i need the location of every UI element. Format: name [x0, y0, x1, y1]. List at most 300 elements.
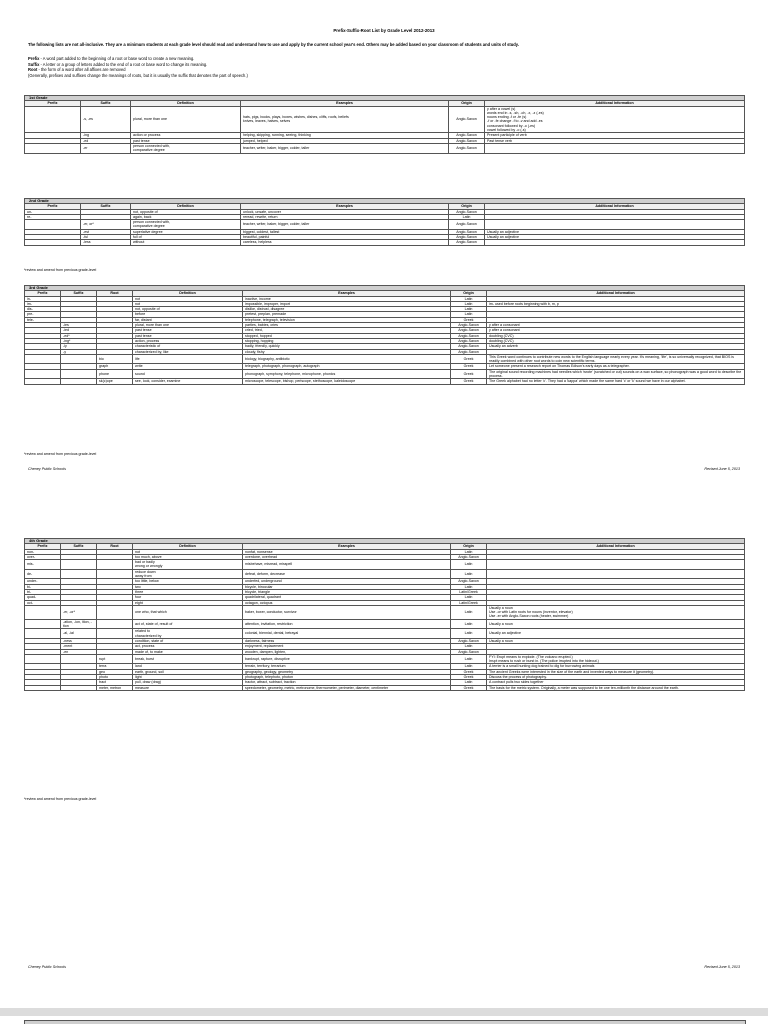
intro-note: (Generally, prefixes and suffixes change the meanings of roots, but it is usually the suffix that denotes the part of speech.) [28, 72, 248, 78]
cell-examples: reread, rewrite, return [241, 214, 449, 219]
cell-definition: earth, ground, soil [133, 669, 243, 674]
grade-3-table [24, 285, 745, 385]
cell-definition: act of, state of, result of [133, 619, 243, 629]
cell-definition: not, opposite of [131, 209, 241, 214]
column-header-suffix: Suffix [61, 291, 97, 296]
cell-info [487, 569, 745, 579]
cell-prefix: mis- [25, 560, 61, 570]
definition-suffix: Suffix - A letter or a group of letters added to the end of a root or base word to change its meaning. [28, 61, 208, 67]
cell-info: The original sound recording machines had needles which 'wrote' (scratched or cut) sounds on a wax surface, so phonograph was a good word to describe the process. [487, 369, 745, 379]
cell-suffix: -ly [61, 344, 97, 349]
cell-suffix: -er [81, 143, 131, 153]
cell-origin: Anglo-Saxon [449, 143, 485, 153]
cell-info: doubling (CVC) [487, 333, 745, 338]
cell-examples: biggest, coldest, tallest [241, 229, 449, 234]
cell-examples: octagon, octopus [243, 600, 451, 605]
cell-definition: plural, more than one [131, 106, 241, 133]
cell-definition: reduce down away from [133, 569, 243, 579]
grade-3-footnote: *review and amend from previous grade-level [24, 452, 97, 456]
cell-origin: Anglo-Saxon [451, 328, 487, 333]
cell-examples: speedometer, geometry, metric, metronome, thermometer, perimeter, diameter, centimeter [243, 685, 451, 690]
cell-examples: photograph, telephoto, photon [243, 675, 451, 680]
definition-prefix: Prefix - A word part added to the beginning of a root or base word to create a new meaning. [28, 56, 195, 61]
cell-origin: Latin [451, 312, 487, 317]
column-header-root: Root [97, 544, 133, 549]
cell-definition: break, burst [133, 654, 243, 664]
cell-examples: quadrilateral, quadrant [243, 595, 451, 600]
cell-info: Usually an adjective [485, 229, 745, 234]
cell-definition: write [133, 364, 243, 369]
document-page-2 [0, 1016, 768, 1024]
column-header-definition: Definition [131, 101, 241, 106]
intro-definitions [28, 56, 740, 78]
cell-prefix: over- [25, 554, 61, 559]
footer-revised: Revised June 5, 2013 [704, 467, 740, 471]
cell-definition: not [133, 549, 243, 554]
cell-suffix: -ation, -ion, ition, -tion [61, 619, 97, 629]
cell-examples: unlock, unsafe, uncover [241, 209, 449, 214]
cell-definition: plural, more than one [133, 323, 243, 328]
cell-examples: teacher, writer, baker, bigger, colder, taller [241, 220, 449, 230]
cell-info [485, 240, 745, 245]
footer-revised-2: Revised June 5, 2013 [704, 965, 740, 969]
cell-examples: colonial, biennial, dental, betrayal [243, 629, 451, 639]
cell-root: terra [97, 664, 133, 669]
footer-school: Cheney Public Schools [28, 467, 66, 471]
table-row [25, 106, 745, 133]
cell-prefix [25, 629, 61, 639]
column-header-info: Additional Information [485, 204, 745, 209]
cell-info: Usually an adjective [487, 629, 745, 639]
grade-1-table [24, 95, 745, 154]
cell-examples: attention, invitation, restriction [243, 619, 451, 629]
column-header-definition: Definition [133, 291, 243, 296]
cell-origin: Latin [451, 619, 487, 629]
cell-examples: telegraph, photograph, phonograph, autograph [243, 364, 451, 369]
cell-root: sk(c)ope [97, 379, 133, 384]
cell-root: bio [97, 354, 133, 364]
cell-origin: Anglo-Saxon [451, 554, 487, 559]
cell-prefix [25, 143, 81, 153]
table-row [25, 685, 745, 690]
cell-info: Usually a noun [487, 619, 745, 629]
cell-definition: again, back [131, 214, 241, 219]
cell-examples: terrain, territory, terrarium [243, 664, 451, 669]
cell-prefix [25, 685, 61, 690]
column-header-root: Root [97, 291, 133, 296]
cell-definition: three [133, 589, 243, 594]
cell-origin: Anglo-Saxon [451, 638, 487, 643]
column-header-prefix: Prefix [25, 544, 61, 549]
cell-definition: light [133, 675, 243, 680]
cell-suffix: -ied [61, 328, 97, 333]
cell-root: photo [97, 675, 133, 680]
cell-origin: Greek [451, 364, 487, 369]
cell-origin: Greek [451, 675, 487, 680]
cell-info: y after a consonant [487, 323, 745, 328]
cell-info: This Greek word continues to contribute new words to the English language nearly every year. It's meaning, 'life', is so universally recognized, that BIOS is readily combined with other root words to coin new scientific terms. [487, 354, 745, 364]
cell-examples: helping, skipping, running, seeing, thinking [241, 133, 449, 138]
cell-definition: one who, that which [133, 605, 243, 619]
cell-definition: before [133, 312, 243, 317]
cell-origin: Anglo-Saxon [451, 344, 487, 349]
column-header-info: Additional Information [487, 291, 745, 296]
column-header-examples: Examples [241, 204, 449, 209]
cell-root: rupt [97, 654, 133, 664]
intro-disclaimer: The following lists are not all-inclusive. They are a minimum students at each grade level should read and understand how to use and apply by the current school year's end. Others may be added based on your classroom of students and units of study. [28, 42, 519, 47]
cell-definition: four [133, 595, 243, 600]
cell-origin: Latin [451, 307, 487, 312]
cell-suffix: -ies [61, 323, 97, 328]
cell-root [97, 619, 133, 629]
cell-root: phone [97, 369, 133, 379]
cell-suffix: -est [81, 229, 131, 234]
column-header-suffix: Suffix [81, 101, 131, 106]
cell-origin: Greek [451, 369, 487, 379]
cell-examples: stopped, hopped [243, 333, 451, 338]
cell-examples: jumped, helped [241, 138, 449, 143]
cell-suffix: -ment [61, 644, 97, 649]
cell-origin: Latin [451, 680, 487, 685]
cell-prefix: re- [25, 214, 81, 219]
cell-prefix [25, 240, 81, 245]
cell-prefix: pre- [25, 312, 61, 317]
cell-definition: person connected with, comparative degree [131, 143, 241, 153]
cell-examples: teacher, writer, baker, bigger, colder, taller [241, 143, 449, 153]
cell-suffix: -ed [81, 138, 131, 143]
cell-origin: Latin [451, 605, 487, 619]
table-row [25, 560, 745, 570]
cell-origin: Latin [451, 560, 487, 570]
cell-origin: Anglo-Saxon [449, 209, 485, 214]
cell-examples: pretest, preplan, premade [243, 312, 451, 317]
cell-origin: Latin [451, 595, 487, 600]
cell-origin: Anglo-Saxon [449, 138, 485, 143]
cell-origin: Latin [451, 654, 487, 664]
cell-definition: without [131, 240, 241, 245]
cell-prefix: de- [25, 569, 61, 579]
cell-examples: stopping, hopping [243, 338, 451, 343]
cell-definition: past tense [133, 333, 243, 338]
cell-suffix [61, 354, 97, 364]
column-header-examples: Examples [243, 544, 451, 549]
cell-prefix: non- [25, 549, 61, 554]
cell-info: Usually an adverb [487, 344, 745, 349]
cell-info: y after a consonant [487, 328, 745, 333]
cell-origin: Greek [451, 317, 487, 322]
cell-info: Past tense verb [485, 138, 745, 143]
table-row [25, 605, 745, 619]
cell-definition: too much, above [133, 554, 243, 559]
cell-prefix: dis- [25, 307, 61, 312]
cell-info: A terrier is a small hunting dog trained to dig for burrowing animals [487, 664, 745, 669]
cell-examples: underfed, underground [243, 579, 451, 584]
cell-examples: overdone, overhead [243, 554, 451, 559]
cell-prefix: oct- [25, 600, 61, 605]
cell-examples: cried, tried, [243, 328, 451, 333]
cell-suffix [61, 654, 97, 664]
table-row [25, 143, 745, 153]
cell-definition: pull, draw (drag) [133, 680, 243, 685]
cell-prefix: un- [25, 209, 81, 214]
cell-definition: measure [133, 685, 243, 690]
grade-2-footnote: *review and amend from previous grade-level [24, 268, 97, 272]
table-row [25, 629, 745, 639]
cell-info: doubling (CVC) [487, 338, 745, 343]
cell-root: tract [97, 680, 133, 685]
cell-definition: not, opposite of [133, 307, 243, 312]
cell-suffix: -less [81, 240, 131, 245]
cell-info: The Greek alphabet had no letter 'c'. They had a 'kappa' which made the same hard 'c' or 'k' sound we have in our alphabet. [487, 379, 745, 384]
cell-examples: impossible, improper, import [243, 301, 451, 306]
cell-prefix [25, 220, 81, 230]
column-header-suffix: Suffix [61, 544, 97, 549]
cell-examples: defeat, deform, decrease [243, 569, 451, 579]
cell-definition: not [133, 296, 243, 301]
cell-prefix [25, 369, 61, 379]
cell-suffix: -ness [61, 638, 97, 643]
cell-examples: badly, friendly, quickly [243, 344, 451, 349]
cell-origin: Latin [451, 629, 487, 639]
cell-suffix: -en [61, 649, 97, 654]
column-header-definition: Definition [131, 204, 241, 209]
cell-root: graph [97, 364, 133, 369]
cell-prefix: tri- [25, 589, 61, 594]
cell-suffix: -ing* [61, 338, 97, 343]
cell-origin: Latin [449, 214, 485, 219]
cell-prefix: im- [25, 301, 61, 306]
document-title: Prefix-Suffix-Root List by Grade Level 2012-2013 [333, 28, 435, 33]
cell-definition: far, distant [133, 317, 243, 322]
cell-definition: eight [133, 600, 243, 605]
cell-info: im- used before roots beginning with b, m, p [487, 301, 745, 306]
cell-examples: wooden, dampen, lighten, [243, 649, 451, 654]
column-header-prefix: Prefix [25, 291, 61, 296]
cell-suffix: -al, -ial [61, 629, 97, 639]
cell-definition: act, process [133, 644, 243, 649]
cell-examples: telephone, telegraph, television [243, 317, 451, 322]
cell-definition: past tense [131, 138, 241, 143]
cell-suffix: -er, -or* [61, 605, 97, 619]
cell-definition: full of [131, 235, 241, 240]
cell-origin: Latin [451, 301, 487, 306]
cell-info: Discuss the process of photography. [487, 675, 745, 680]
cell-examples: bicycle, binocular [243, 584, 451, 589]
cell-origin: Anglo-Saxon [449, 220, 485, 230]
grade-band-label: 4th Grade [25, 539, 745, 544]
cell-examples: dislike, distrust, disagree [243, 307, 451, 312]
grade-band-label: 3rd Grade [25, 286, 745, 291]
cell-info: FYI: Erupt means to explode. (The volcano erupted.) Irrupt means to rush or burst in. (The police irrupted into the hideout.) [487, 654, 745, 664]
cell-examples: nonfat, nonsense [243, 549, 451, 554]
grade-4-table [24, 538, 745, 691]
cell-suffix: -ed* [61, 333, 97, 338]
column-header-examples: Examples [241, 101, 449, 106]
footer-school-2: Cheney Public Schools [28, 965, 66, 969]
table-row [25, 569, 745, 579]
cell-examples: tricycle, triangle [243, 589, 451, 594]
table-row [25, 369, 745, 379]
cell-prefix [25, 654, 61, 664]
cell-info: Usually a noun Use -or with Latin roots for nouns (inventor, elevator) Use -er with Anglo-Saxon roots (heater, swimmer) [487, 605, 745, 619]
cell-root [97, 605, 133, 619]
cell-origin: Anglo-Saxon [451, 579, 487, 584]
cell-examples: darkness, fairness [243, 638, 451, 643]
grade-2-table [24, 198, 745, 246]
cell-origin: Greek [451, 669, 487, 674]
cell-origin: Latin [451, 584, 487, 589]
cell-info [485, 220, 745, 230]
cell-origin: Anglo-Saxon [449, 133, 485, 138]
cell-suffix: -ful [81, 235, 131, 240]
cell-info [487, 560, 745, 570]
cell-suffix: -er, or* [81, 220, 131, 230]
cell-definition: two [133, 584, 243, 589]
cell-prefix [25, 106, 81, 133]
cell-definition: characterized by, like [133, 349, 243, 354]
cell-info: A contract pulls two sides together [487, 680, 745, 685]
cell-examples: bankrupt, rapture, disruptive [243, 654, 451, 664]
cell-info [485, 143, 745, 153]
cell-definition: condition, state of [133, 638, 243, 643]
table-row [25, 379, 745, 384]
cell-definition: superlative degree [131, 229, 241, 234]
cell-definition: not [133, 301, 243, 306]
cell-info: y after a vowel (s) words end in -s, -sh, -ch, -x, -z (-es) nouns ending -f or -fe (s) -f or -fe change -f to -v and add -es consonant followed by -o (-es) vowel followed by -o (-s) [485, 106, 745, 133]
grade-band-label: 1st Grade [25, 96, 745, 101]
column-header-origin: Origin [451, 291, 487, 296]
cell-examples: enjoyment, replacement [243, 644, 451, 649]
cell-examples: hats, pigs, books, plays, boxes, wishes, dishes, cliffs, roofs, beliefs knives, leaves, halves, selves [241, 106, 449, 133]
cell-origin: Greek [451, 685, 487, 690]
column-header-info: Additional Information [487, 544, 745, 549]
cell-prefix: quad- [25, 595, 61, 600]
column-header-origin: Origin [449, 101, 485, 106]
cell-examples: careless, helpless [241, 240, 449, 245]
cell-info: The basis for the metric system. Originally, a meter was supposed to be one ten-millionth the distance around the earth. [487, 685, 745, 690]
cell-info: Usually a noun [487, 638, 745, 643]
column-header-origin: Origin [449, 204, 485, 209]
cell-suffix: -ing [81, 133, 131, 138]
cell-definition: land [133, 664, 243, 669]
cell-origin: Anglo-Saxon [451, 323, 487, 328]
column-header-examples: Examples [243, 291, 451, 296]
cell-prefix [25, 354, 61, 364]
cell-definition: see, look, consider, examine [133, 379, 243, 384]
cell-origin: Anglo-Saxon [449, 240, 485, 245]
table-row [25, 220, 745, 230]
cell-suffix [61, 369, 97, 379]
cell-info: Let someone present a research report on Thomas Edison's early days as a telegrapher. [487, 364, 745, 369]
cell-prefix: under- [25, 579, 61, 584]
cell-definition: too little, below [133, 579, 243, 584]
cell-prefix: bi- [25, 584, 61, 589]
cell-origin: Anglo-Saxon [451, 649, 487, 654]
cell-root: geo [97, 669, 133, 674]
cell-origin: Anglo-Saxon [449, 106, 485, 133]
cell-examples: tractor, attract, subtract, traction [243, 680, 451, 685]
cell-examples: beautiful, painful [241, 235, 449, 240]
cell-definition: related to characterized by [133, 629, 243, 639]
column-header-info: Additional Information [485, 101, 745, 106]
cell-root [97, 560, 133, 570]
cell-origin: Anglo-Saxon [451, 349, 487, 354]
cell-definition: sound [133, 369, 243, 379]
cell-root [97, 569, 133, 579]
cell-examples: baker, boxer, conductor, survivor [243, 605, 451, 619]
cell-examples: cloudy, fishy [243, 349, 451, 354]
cell-suffix [61, 569, 97, 579]
cell-origin: Anglo-Saxon [451, 333, 487, 338]
definition-root: Root - the form of a word after all affixes are removed [28, 67, 126, 73]
column-header-origin: Origin [451, 544, 487, 549]
table-row [25, 654, 745, 664]
cell-definition: life [133, 354, 243, 364]
cell-examples: inactive, income [243, 296, 451, 301]
cell-definition: bad or badly wrong or wrongly [133, 560, 243, 570]
cell-examples: phonograph, symphony, telephone, microphone, phonics [243, 369, 451, 379]
column-header-definition: Definition [133, 544, 243, 549]
cell-prefix: in- [25, 296, 61, 301]
cell-root [97, 629, 133, 639]
cell-origin: Latin [451, 664, 487, 669]
table-row [25, 619, 745, 629]
cell-origin: Greek [451, 379, 487, 384]
cell-suffix: -s, -es [81, 106, 131, 133]
cell-examples: microscope, telescope, bishop, periscope, stethoscope, kaleidoscope [243, 379, 451, 384]
cell-prefix [25, 379, 61, 384]
grade-5-band [24, 1020, 746, 1024]
column-header-suffix: Suffix [81, 204, 131, 209]
cell-examples: parties, babies, cries [243, 323, 451, 328]
cell-info: Present participle of verb [485, 133, 745, 138]
cell-origin: Anglo-Saxon [449, 235, 485, 240]
grade-4-footnote: *review and amend from previous grade-level [24, 797, 97, 801]
cell-definition: past tense [133, 328, 243, 333]
cell-origin: Latin/Greek [451, 589, 487, 594]
cell-suffix: -y [61, 349, 97, 354]
grade-band-label: 2nd Grade [25, 199, 745, 204]
cell-origin: Latin [451, 644, 487, 649]
cell-definition: characteristic of [133, 344, 243, 349]
cell-examples: biology, biography, antibiotic [243, 354, 451, 364]
cell-definition: action or process [131, 133, 241, 138]
cell-definition: action, process [133, 338, 243, 343]
cell-suffix [61, 560, 97, 570]
cell-origin: Latin/Greek [451, 600, 487, 605]
cell-root: meter, metron [97, 685, 133, 690]
cell-definition: person connected with, comparative degree [131, 220, 241, 230]
cell-prefix: tele- [25, 317, 61, 322]
table-row [25, 240, 745, 245]
cell-suffix [61, 685, 97, 690]
cell-info: Usually an adjective [485, 235, 745, 240]
cell-info: The ancient Greeks were interested in the size of the earth and invented ways to measure it (geometry). [487, 669, 745, 674]
cell-suffix [61, 379, 97, 384]
cell-origin: Latin [451, 296, 487, 301]
column-header-prefix: Prefix [25, 101, 81, 106]
cell-prefix [25, 605, 61, 619]
cell-examples: misbehave, misread, misspell [243, 560, 451, 570]
cell-examples: geography, geology, geometry [243, 669, 451, 674]
column-header-prefix: Prefix [25, 204, 81, 209]
cell-origin: Anglo-Saxon [451, 338, 487, 343]
cell-origin: Greek [451, 354, 487, 364]
table-row [25, 354, 745, 364]
cell-origin: Anglo-Saxon [449, 229, 485, 234]
cell-definition: made of, to make [133, 649, 243, 654]
cell-origin: Latin [451, 549, 487, 554]
